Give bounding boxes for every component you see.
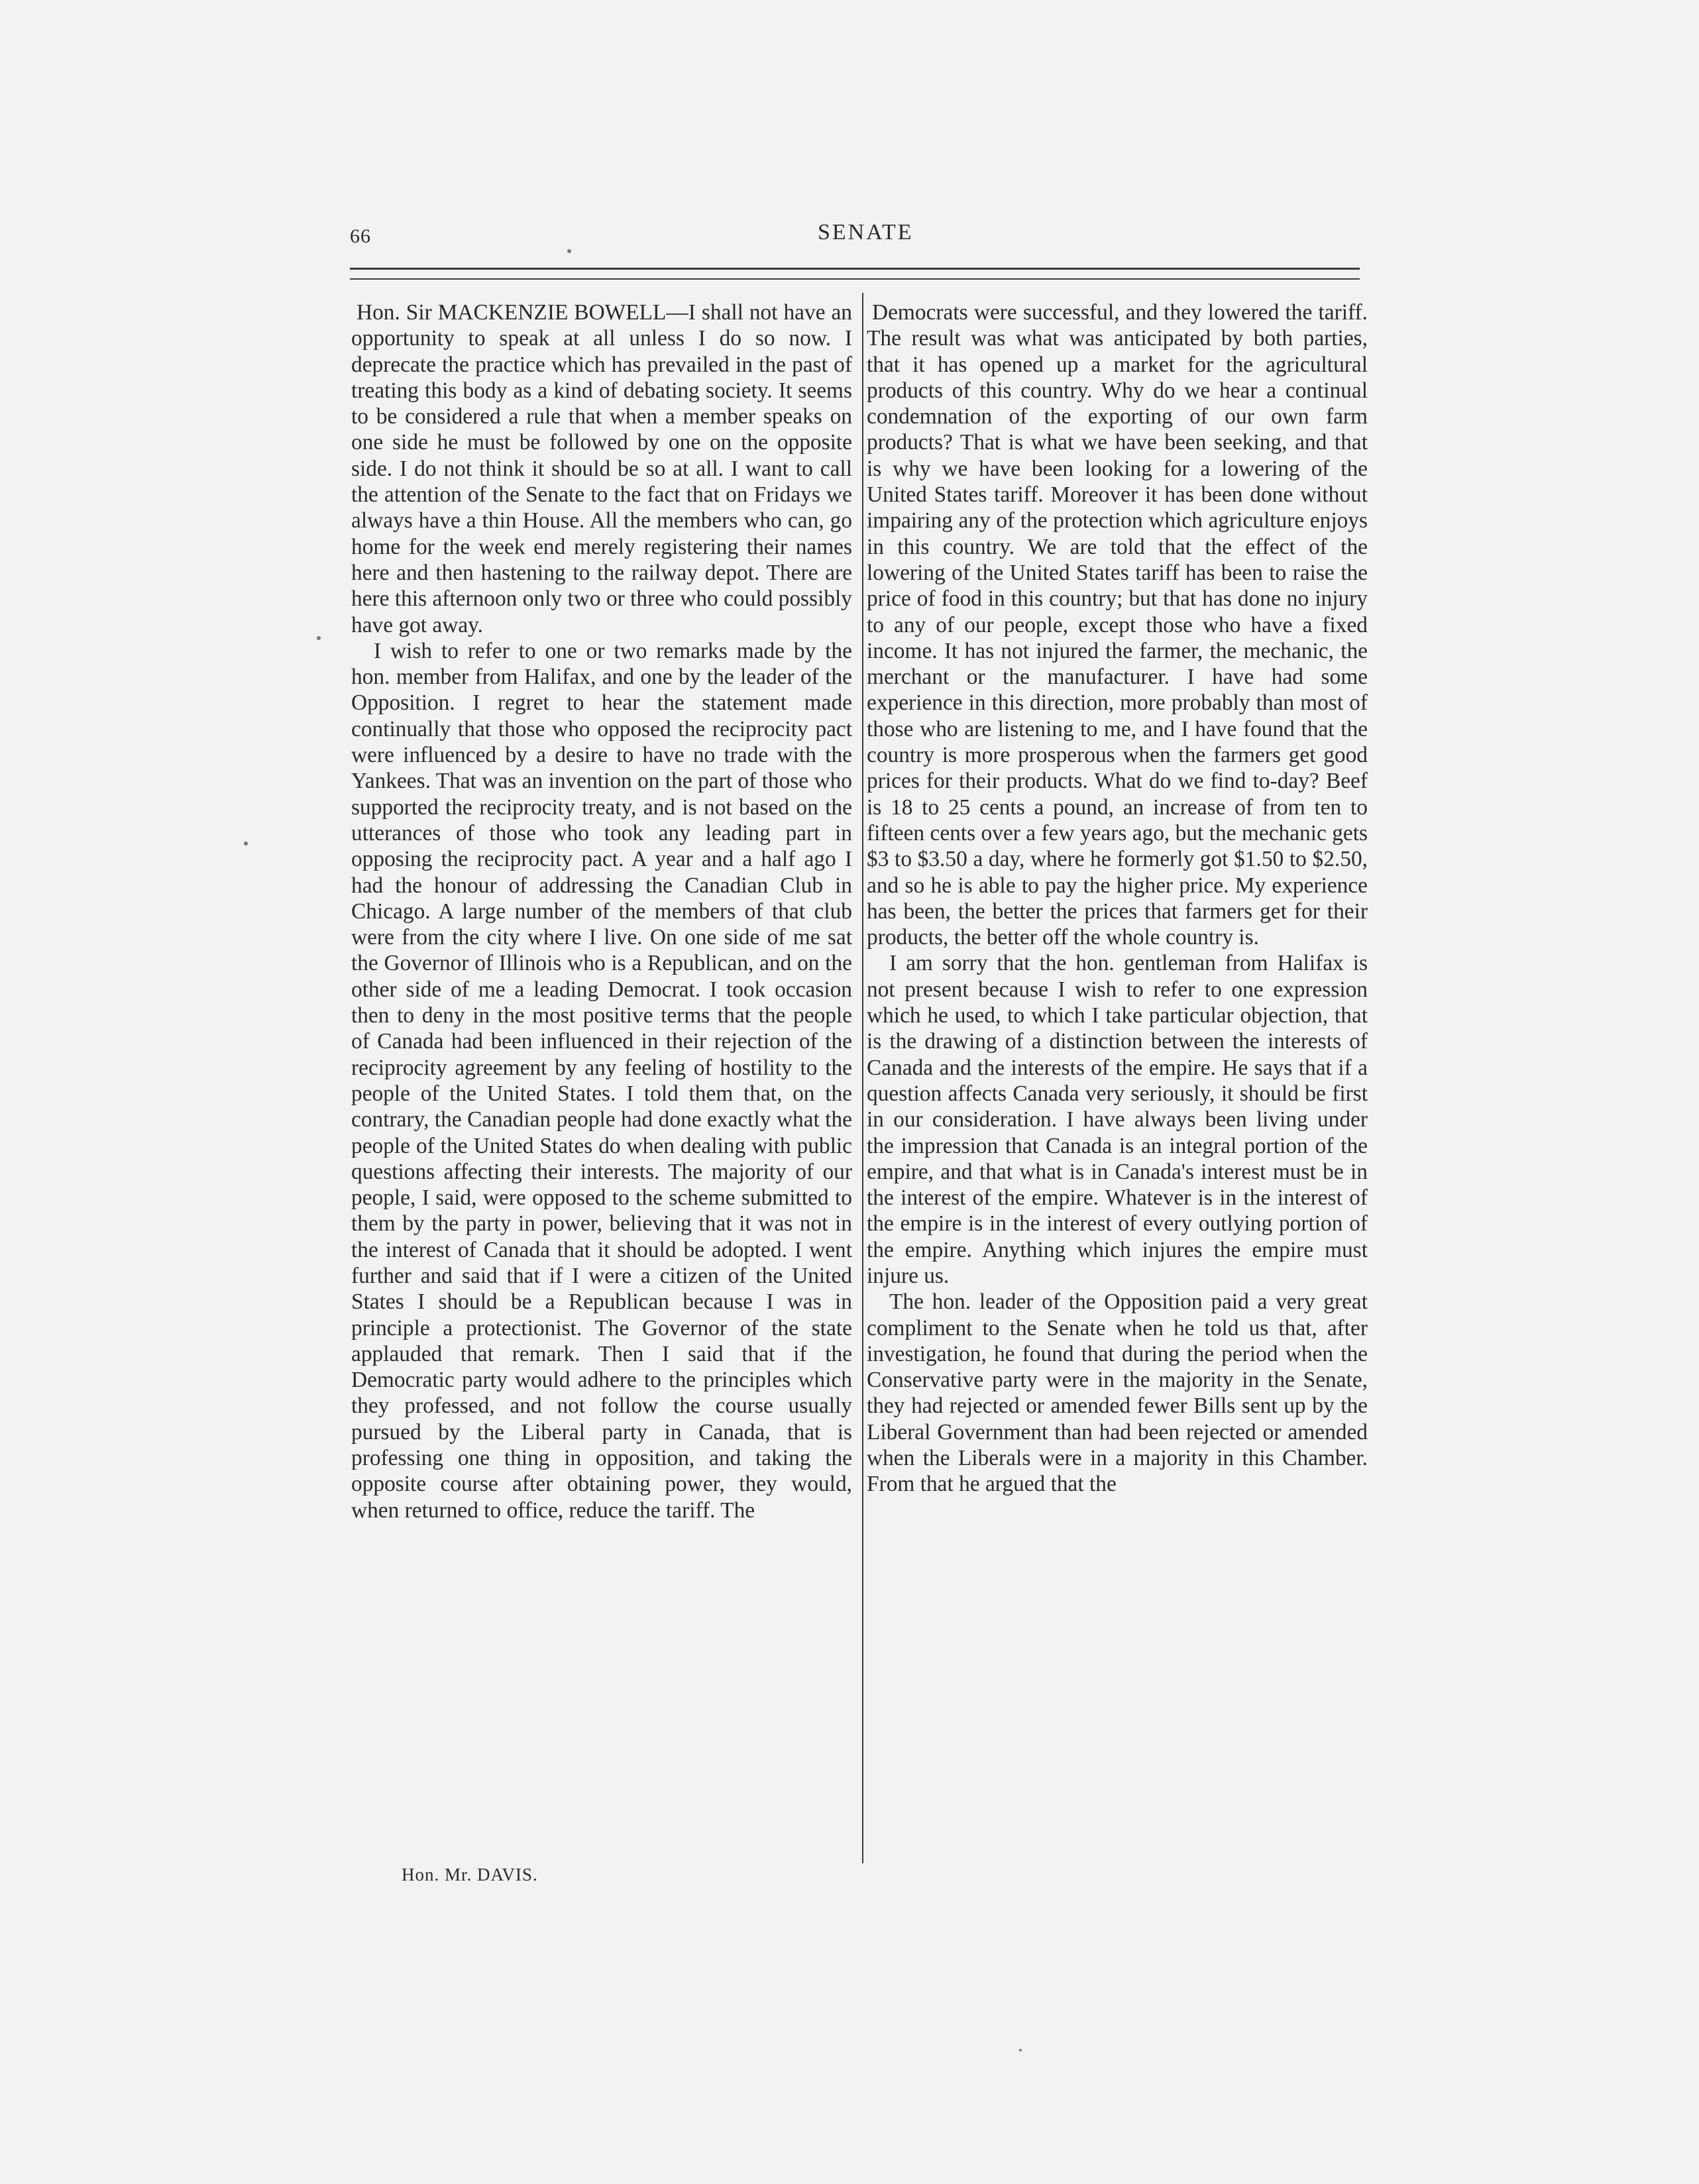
- left-column: [351, 300, 852, 1870]
- right-column: [867, 300, 1368, 1870]
- column-divider: [862, 293, 863, 1863]
- paragraph: I am sorry that the hon. gentleman from Halifax is not present because I wish to refer to one expression which he used, to which I take particular objection, that is the drawing of a distinction between the interests of Canada and the interests of the empire. He says that if a question affects Canada very seriously, it should be first in our consideration. I have always been living under the impression that Canada is an integral portion of the empire, and that what is in Canada's interest must be in the interest of the empire. Whatever is in the interest of the empire is in the interest of every outlying portion of the empire. Anything which injures the empire must injure us.: [867, 951, 1368, 1288]
- scan-speck: [1019, 2049, 1022, 2051]
- footer-speaker-reference: Hon. Mr. DAVIS.: [402, 1865, 538, 1884]
- running-head: SENATE: [818, 220, 914, 245]
- page-number: 66: [350, 225, 371, 247]
- header-rule-bottom: [350, 278, 1360, 280]
- scan-speck: [567, 249, 571, 253]
- paragraph: The hon. leader of the Opposition paid a very great compliment to the Senate when he told us that, after investigation, he found that during the period when the Conservative party were in the majority in the Senate, they had rejected or amended fewer Bills sent up by the Liberal Government than had been rejected or amended when the Liberals were in a majority in this Chamber. From that he argued that the: [867, 1289, 1368, 1497]
- paragraph: I wish to refer to one or two remarks made by the hon. member from Halifax, and one by the leader of the Opposition. I regret to hear the statement made continually that those who opposed the reciprocity pact were influenced by a desire to have no trade with the Yankees. That was an invention on the part of those who supported the reciprocity treaty, and is not based on the utterances of those who took any leading part in opposing the reciprocity pact. A year and a half ago I had the honour of addressing the Canadian Club in Chicago. A large number of the members of that club were from the city where I live. On one side of me sat the Governor of Illinois who is a Republican, and on the other side of me a leading Democrat. I took occasion then to deny in the most positive terms that the people of Canada had been influenced in their rejection of the reciprocity agreement by any feeling of hostility to the people of the United States. I told them that, on the contrary, the Canadian people had done exactly what the people of the United States do when dealing with public questions affecting their interests. The majority of our people, I said, were opposed to the scheme submitted to them by the party in power, believing that it was not in the interest of Canada that it should be adopted. I went further and said that if I were a citizen of the United States I should be a Republican because I was in principle a protectionist. The Governor of the state applauded that remark. Then I said that if the Democratic party would adhere to the principles which they professed, and not follow the course usually pursued by the Liberal party in Canada, that is professing one thing in opposition, and taking the opposite course after obtaining power, they would, when returned to office, reduce the tariff. The: [351, 638, 852, 1523]
- header-rule-top: [350, 268, 1360, 270]
- scan-speck: [317, 636, 321, 640]
- paragraph: Hon. Sir MACKENZIE BOWELL—I shall not have an opportunity to speak at all unless I do so now. I deprecate the practice which has prevailed in the past of treating this body as a kind of debating society. It seems to be considered a rule that when a member speaks on one side he must be followed by one on the opposite side. I do not think it should be so at all. I want to call the attention of the Senate to the fact that on Fridays we always have a thin House. All the members who can, go home for the week end merely registering their names here and then hastening to the railway depot. There are here this afternoon only two or three who could possibly have got away.: [351, 300, 852, 637]
- paragraph: Democrats were successful, and they lowered the tariff. The result was what was anticipated by both parties, that it has opened up a market for the agricultural products of this country. Why do we hear a continual condemnation of the exporting of our own farm products? That is what we have been seeking, and that is why we have been looking for a lowering of the United States tariff. Moreover it has been done without impairing any of the protection which agriculture enjoys in this country. We are told that the effect of the lowering of the United States tariff has been to raise the price of food in this country; but that has done no injury to any of our people, except those who have a fixed income. It has not injured the farmer, the mechanic, the merchant or the manufacturer. I have had some experience in this direction, more probably than most of those who are listening to me, and I have found that the country is more prosperous when the farmers get good prices for their products. What do we find to-day? Beef is 18 to 25 cents a pound, an increase of from ten to fifteen cents over a few years ago, but the mechanic gets $3 to $3.50 a day, where he formerly got $1.50 to $2.50, and so he is able to pay the higher price. My experience has been, the better the prices that farmers get for their products, the better off the whole country is.: [867, 300, 1368, 950]
- scan-speck: [244, 842, 248, 846]
